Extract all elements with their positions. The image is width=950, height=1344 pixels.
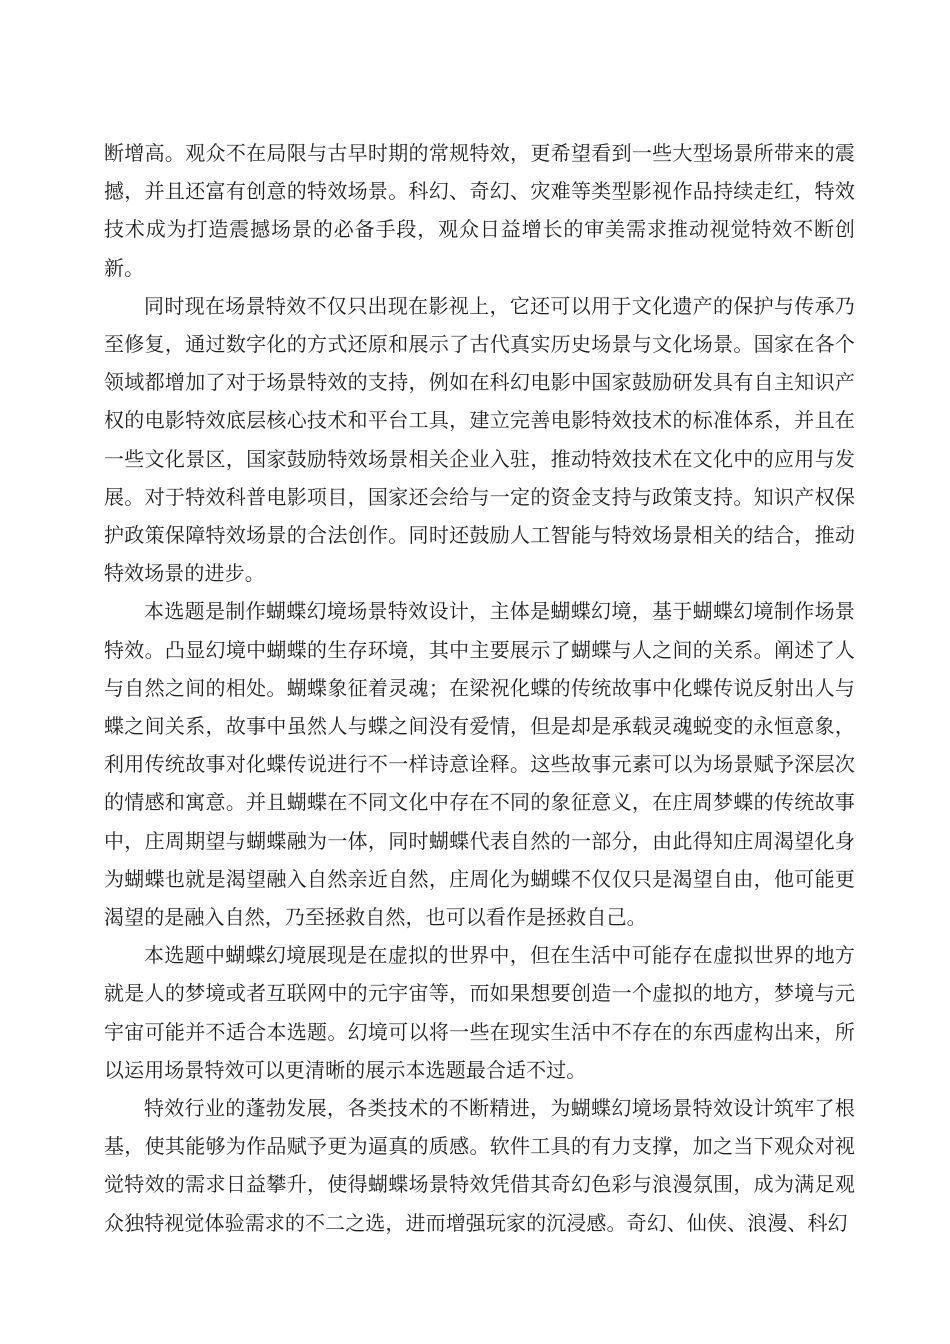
document-text-block [104, 135, 855, 1243]
paragraph-virtual-world: 本选题中蝴蝶幻境展现是在虚拟的世界中，但在生活中可能存在虚拟世界的地方就是人的梦境或者互联网中的元宇宙等，而如果想要创造一个虚拟的地方，梦境与元宇宙可能并不适合本选题。幻境可以将一些在现实生活中不存在的东西虚构出来，所以运用场景特效可以更清晰的展示本选题最合适不过。 [104, 945, 855, 1082]
paragraph-industry-development: 特效行业的蓬勃发展，各类技术的不断精进，为蝴蝶幻境场景特效设计筑牢了根基，使其能够为作品赋予更为逼真的质感。软件工具的有力支撑，加之当下观众对视觉特效的需求日益攀升，使得蝴蝶场景特效凭借其奇幻色彩与浪漫氛围，成为满足观众独特视觉体验需求的不二之选，进而增强玩家的沉浸感。奇幻、仙侠、浪漫、科幻 [104, 1098, 855, 1235]
paragraph-topic-butterfly-fantasy: 本选题是制作蝴蝶幻境场景特效设计，主体是蝴蝶幻境，基于蝴蝶幻境制作场景特效。凸显幻境中蝴蝶的生存环境，其中主要展示了蝴蝶与人之间的关系。阐述了人与自然之间的相处。蝴蝶象征着灵魂；在梁祝化蝶的传统故事中化蝶传说反射出人与蝶之间关系，故事中虽然人与蝶之间没有爱情，但是却是承载灵魂蜕变的永恒意象，利用传统故事对化蝶传说进行不一样诗意诠释。这些故事元素可以为场景赋予深层次的情感和寓意。并且蝴蝶在不同文化中存在不同的象征意义，在庄周梦蝶的传统故事中，庄周期望与蝴蝶融为一体，同时蝴蝶代表自然的一部分，由此得知庄周渴望化身为蝴蝶也就是渴望融入自然亲近自然，庄周化为蝴蝶不仅仅只是渴望自由，他可能更渴望的是融入自然，乃至拯救自然，也可以看作是拯救自己。 [104, 601, 855, 930]
paragraph-continuation: 断增高。观众不在局限与古早时期的常规特效，更希望看到一些大型场景所带来的震撼，并且还富有创意的特效场景。科幻、奇幻、灾难等类型影视作品持续走红，特效技术成为打造震撼场景的必备手段，观众日益增长的审美需求推动视觉特效不断创新。 [104, 143, 855, 280]
paragraph-scene-fx-applications: 同时现在场景特效不仅只出现在影视上，它还可以用于文化遗产的保护与传承乃至修复，通过数字化的方式还原和展示了古代真实历史场景与文化场景。国家在各个领域都增加了对于场景特效的支持，例如在科幻电影中国家鼓励研发具有自主知识产权的电影特效底层核心技术和平台工具，建立完善电影特效技术的标准体系，并且在一些文化景区，国家鼓励特效场景相关企业入驻，推动特效技术在文化中的应用与发展。对于特效科普电影项目，国家还会给与一定的资金支持与政策支持。知识产权保护政策保障特效场景的合法创作。同时还鼓励人工智能与特效场景相关的结合，推动特效场景的进步。 [104, 295, 855, 586]
